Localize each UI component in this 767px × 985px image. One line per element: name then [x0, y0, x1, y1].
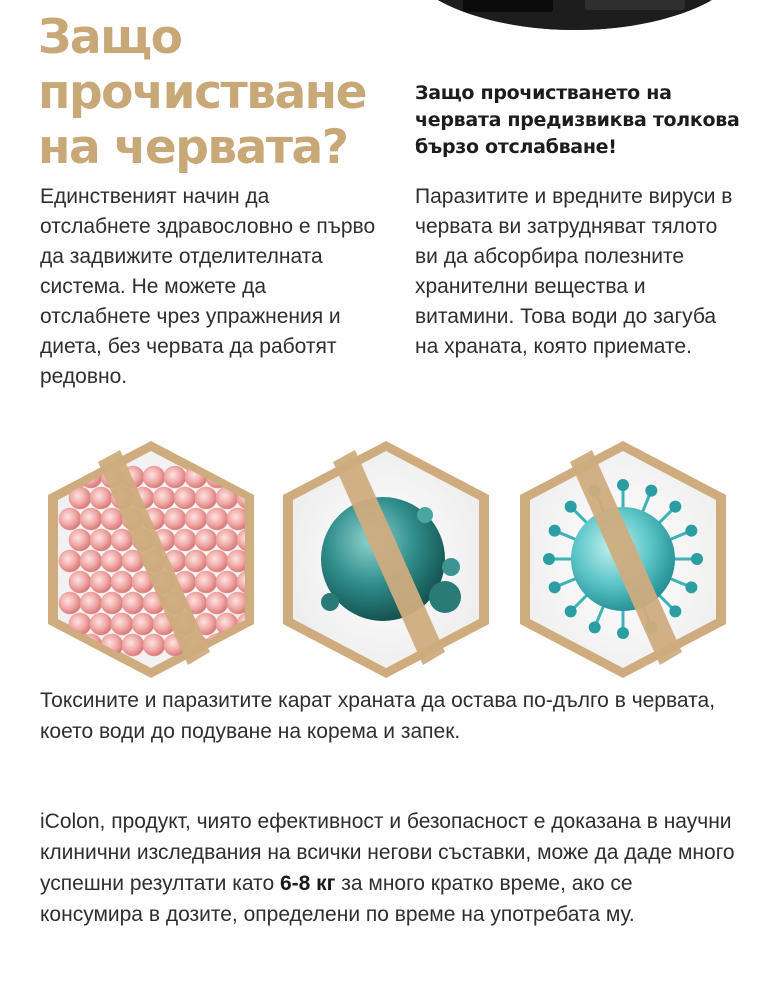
headline: Защо прочистване на червата? [38, 10, 367, 175]
product-paragraph [40, 806, 740, 930]
product-text-after: за много кратко време, ако се консумира в дозите, определени по време на употребата му. [40, 872, 635, 926]
subheadline: Защо прочистването на червата предизвиква толкова бързо отслабване! [415, 82, 740, 158]
red-cells-crossed-icon [40, 437, 262, 682]
bacteria-crossed-icon [275, 437, 497, 682]
device-image [435, 0, 710, 30]
left-paragraph: Единственият начин да отслабнете здравословно е първо да задвижите отделителната система. Не можете да отслабнете чрез упражнения и диета, без червата да работят редовно. [40, 185, 376, 388]
right-paragraph: Паразитите и вредните вируси в червата ви затрудняват тялото ви да абсорбира полезните хранителни вещества и витамини. Това води до загуба на храната, която приемате. [415, 185, 733, 358]
product-text-before: iColon, продукт, чиято ефективност и безопасност е доказана в научни клинични изследвания на всички негови съставки, може да даде много успешни резултати като [40, 810, 735, 895]
virus-crossed-icon [512, 437, 734, 682]
weight-highlight: 6-8 кг [279, 872, 336, 895]
device-photo [395, 0, 755, 30]
toxins-paragraph: Токсините и паразитите карат храната да остава по-дълго в червата, което води до подуване на корема и запек. [40, 689, 716, 743]
